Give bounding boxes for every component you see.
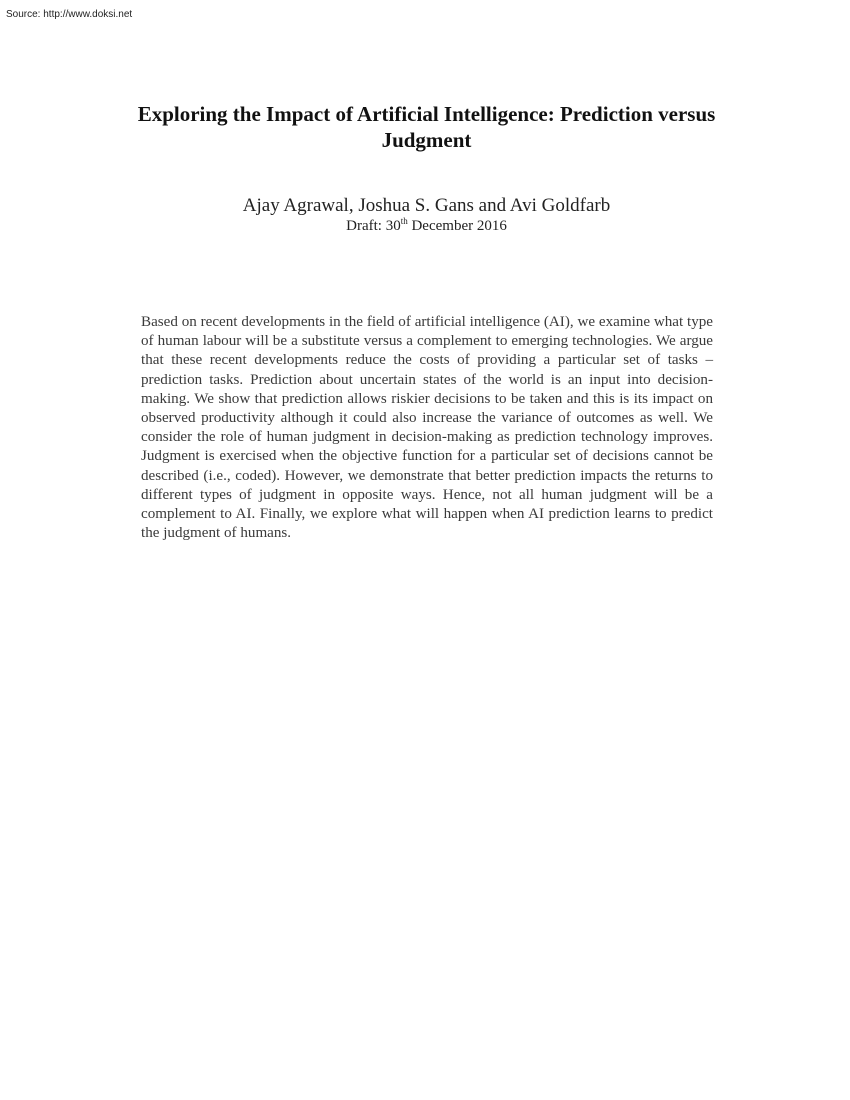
paper-authors: Ajay Agrawal, Joshua S. Gans and Avi Goldfarb: [242, 195, 611, 216]
source-watermark: Source: http://www.doksi.net: [6, 9, 133, 20]
abstract-paragraph: Based on recent developments in the field of artificial intelligence (AI), we examine what type of human labour will be a substitute versus a complement to emerging technologies. We argue that these recent developments reduce the costs of providing a particular set of tasks – prediction tasks. Prediction about uncertain states of the world is an input into decision-making. We show that prediction allows riskier decisions to be taken and this is its impact on observed productivity although it could also increase the variance of outcomes as well. We consider the role of human judgment in decision-making as prediction technology improves. Judgment is exercised when the objective function for a particular set of decisions cannot be described (i.e., coded). However, we demonstrate that better prediction impacts the returns to different types of judgment in opposite ways. Hence, not all human judgment will be a complement to AI. Finally, we explore what will happen when AI prediction learns to predict the judgment of humans.: [141, 314, 713, 542]
paper-title: Exploring the Impact of Artificial Intelligence: Prediction versus Judgment: [137, 102, 716, 152]
draft-date-prefix: Draft: 30: [346, 218, 401, 234]
draft-date-ordinal: th: [400, 216, 408, 226]
draft-date-suffix: December 2016: [407, 218, 507, 234]
draft-date: [100, 216, 753, 236]
